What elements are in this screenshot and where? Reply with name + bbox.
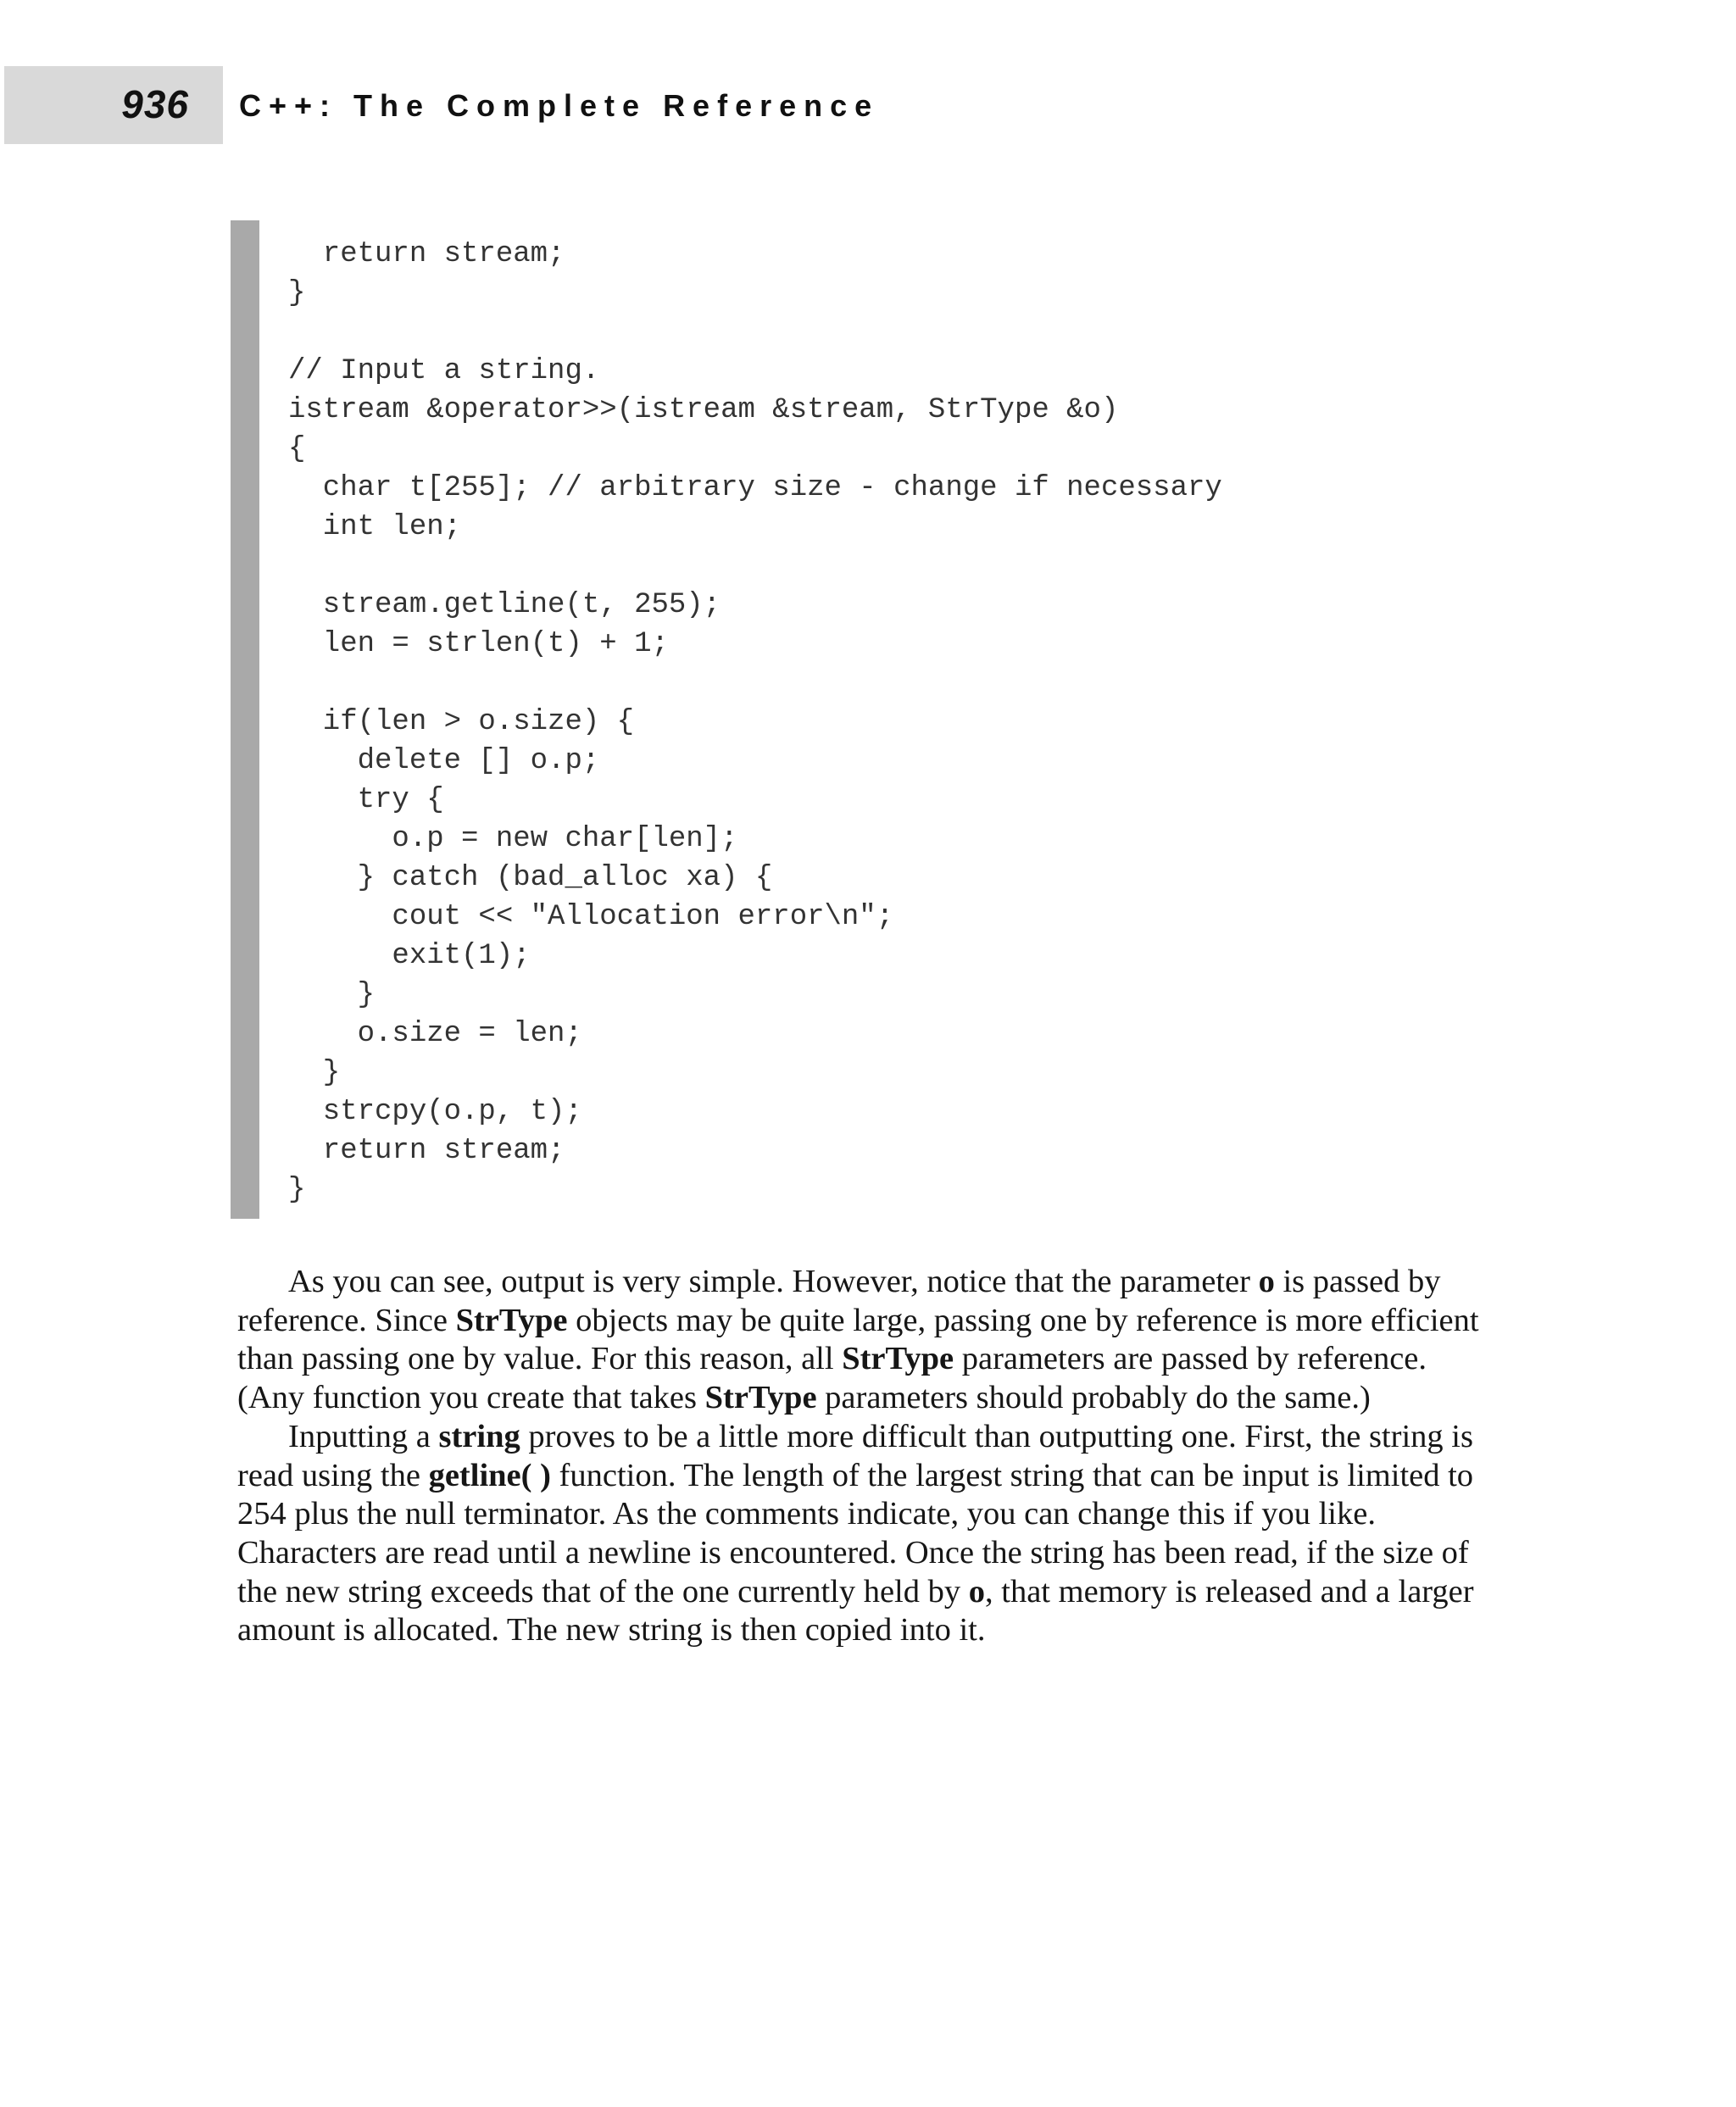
text-run: Inputting a [288,1418,439,1454]
text-run: As you can see, output is very simple. However, notice that the parameter [288,1264,1259,1299]
bold-term: StrType [842,1341,954,1377]
code-line: delete [] o.p; [288,745,600,777]
body-text [237,1263,1488,1650]
code-line [288,664,1222,703]
text-run: parameters are passed by reference. (Any function you create that takes [237,1341,1427,1416]
text-run: , that memory is released and a larger amount is allocated. The new string is then copied into it. [237,1573,1474,1648]
paragraph-2 [237,1418,1488,1650]
code-listing [288,235,1222,1209]
bold-term: StrType [455,1302,568,1338]
code-margin-bar [231,220,259,1219]
bold-term: getline( ) [428,1457,551,1493]
bold-term: o [1258,1264,1275,1299]
running-head-title: C++: The Complete Reference [239,88,880,123]
code-line [288,547,1222,586]
code-line: } [288,1057,341,1089]
text-run: is passed by reference. Since [237,1264,1441,1338]
code-line: len = strlen(t) + 1; [288,628,669,660]
code-line: cout << "Allocation error\n"; [288,901,894,933]
bold-term: StrType [704,1380,817,1416]
code-line: return stream; [288,1135,565,1167]
page-number-box [4,66,223,144]
code-line: try { [288,784,444,816]
code-line [288,313,1222,352]
page-number: 936 [121,82,189,126]
text-run: objects may be quite large, passing one by reference is more efficient than passing one by value. For this reason, all [237,1302,1479,1377]
code-line: o.size = len; [288,1018,582,1050]
code-line: } catch (bad_alloc xa) { [288,862,773,894]
code-line: } [288,1174,306,1206]
code-line: if(len > o.size) { [288,706,635,738]
code-line: int len; [288,511,462,543]
code-line: { [288,433,306,465]
bold-term: string [438,1418,520,1454]
code-line: } [288,277,306,309]
text-run: parameters should probably do the same.) [816,1380,1371,1416]
code-line: return stream; [288,238,565,270]
code-line: stream.getline(t, 255); [288,589,721,621]
code-line: istream &operator>>(istream &stream, StrType &o) [288,394,1119,426]
bold-term: o [968,1573,986,1609]
code-line: o.p = new char[len]; [288,823,738,855]
code-line: char t[255]; // arbitrary size - change if necessary [288,472,1222,504]
text-run: function. The length of the largest string that can be input is limited to 254 plus the null terminator. As the comments indicate, you can change this if you like. Characters are read until a newline is encountered. Once the string has been read, if the size of the new string exceeds that of the one currently held by [237,1457,1474,1609]
code-line: exit(1); [288,940,531,972]
text-run: proves to be a little more difficult than outputting one. First, the string is read using the [237,1418,1473,1493]
paragraph-1 [237,1263,1488,1418]
code-line: // Input a string. [288,355,600,387]
code-line: } [288,979,376,1011]
code-line: strcpy(o.p, t); [288,1096,582,1128]
